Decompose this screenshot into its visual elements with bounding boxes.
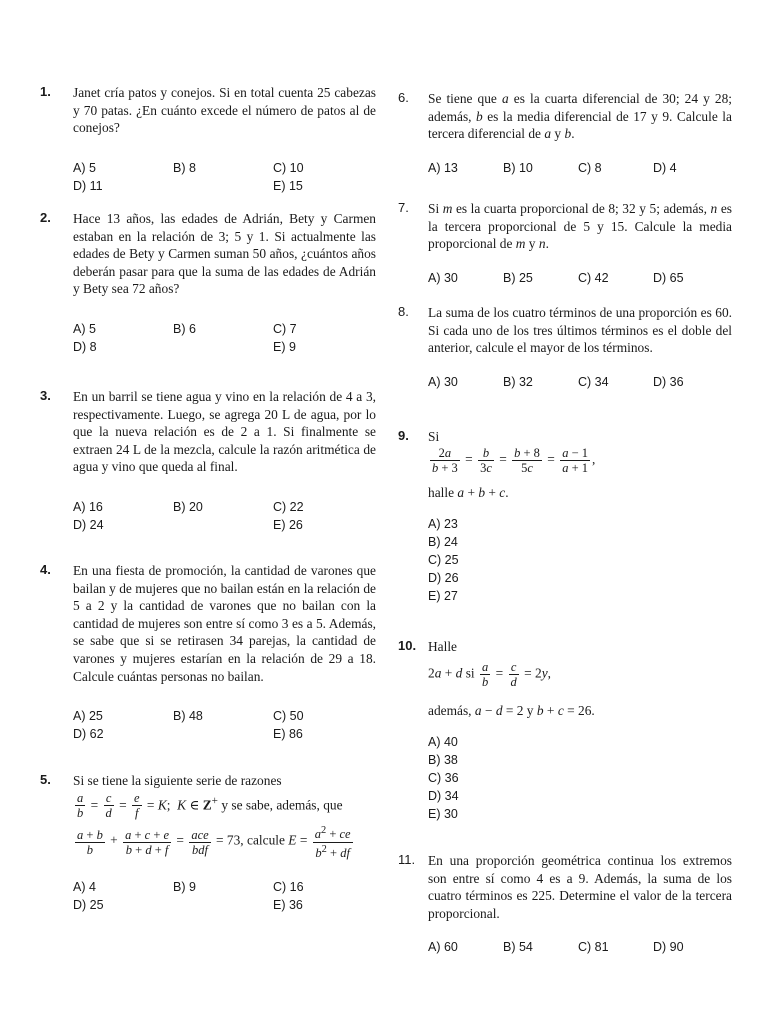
question-number: 4. (40, 562, 51, 577)
question-4 (40, 562, 376, 772)
option-d[interactable]: D) 4 (653, 160, 677, 175)
question-number: 7. (398, 200, 409, 215)
question-7 (398, 200, 732, 304)
question-9 (398, 428, 732, 638)
answer-options (73, 498, 376, 534)
question-11 (398, 852, 732, 956)
option-c[interactable]: C) 10 (273, 160, 304, 175)
sum-formula: $\frac{a + b}{b}$ + $\frac{a + c + e}{b + d + f}$ = $\frac{\text{ace}}{\text{bdf}}$ = 73, calcule E = $\frac{a^2 + ce}{b^2 + df}$ (77, 825, 351, 860)
left-column (40, 84, 376, 914)
find-expression: halle a + b + c. (428, 484, 509, 500)
option-d[interactable]: D) 25 (73, 897, 104, 912)
option-c[interactable]: C) 42 (578, 270, 609, 285)
question-number: 5. (40, 772, 51, 787)
option-a[interactable]: A) 30 (428, 374, 458, 389)
option-b[interactable]: B) 32 (503, 374, 533, 389)
question-1 (40, 84, 376, 210)
option-d[interactable]: D) 11 (73, 178, 103, 193)
option-c[interactable]: C) 25 (428, 552, 459, 567)
question-text: Janet cría patos y conejos. Si en total cuenta 25 cabezas y 70 patas. ¿En cuánto excede el número de patos al de conejos? (73, 85, 376, 136)
question-number: 10. (398, 638, 417, 653)
question-number: 11. (398, 852, 416, 867)
option-d[interactable]: D) 34 (428, 788, 459, 803)
answer-options (428, 269, 732, 287)
ratio-series-formula: $\frac{a}{b}$ = $\frac{c}{d}$ = $\frac{e}{f}$ = K; K ∈ Z+ y se sabe, además, que (77, 791, 343, 821)
option-b[interactable]: B) 6 (173, 321, 196, 336)
answer-options (428, 938, 732, 956)
question-text: Hace 13 años, las edades de Adrián, Bety y Carmen estaban en la relación de 3; 5 y 1. Si actualmente las edades de Bety y Carmen suman 50 años, ¿cuántos años deberán pasar para que la suma de las edades de Adrián y Bety sea 72 años? (73, 211, 376, 297)
answer-options (428, 373, 732, 391)
option-b[interactable]: B) 25 (503, 270, 533, 285)
option-d[interactable]: D) 26 (428, 570, 459, 585)
proportion-formula: $\frac{2a}{b + 3}$ = $\frac{b}{3c}$ = $\frac{b + 8}{5c}$ = $\frac{a - 1}{a + 1}$ , (432, 445, 596, 475)
option-c[interactable]: C) 81 (578, 940, 609, 955)
option-a[interactable]: A) 23 (428, 516, 458, 531)
option-a[interactable]: A) 16 (73, 499, 103, 514)
answer-options (428, 733, 732, 823)
option-a[interactable]: A) 30 (428, 270, 458, 285)
question-text: La suma de los cuatro términos de una proporción es 60. Si cada uno de los tres últimos términos es el doble del anterior, calcule el mayor de los términos. (428, 305, 732, 356)
option-e[interactable]: E) 27 (428, 588, 458, 603)
option-e[interactable]: E) 30 (428, 806, 458, 821)
question-6 (398, 90, 732, 200)
option-a[interactable]: A) 25 (73, 709, 103, 724)
option-b[interactable]: B) 24 (428, 534, 458, 549)
question-text: En una proporción geométrica continua los extremos son entre sí como 4 es a 9. Además, la suma de los cuatro términos es 225. Determine el valor de la tercera proporcional. (428, 853, 732, 921)
question-8 (398, 304, 732, 428)
option-a[interactable]: A) 5 (73, 160, 96, 175)
question-text: Si m es la cuarta proporcional de 8; 32 y 5; además, n es la tercera proporcional de 5 y 15. Calcule la media proporcional de m y n. (428, 201, 732, 252)
question-2 (40, 210, 376, 388)
option-b[interactable]: B) 38 (428, 752, 458, 767)
option-b[interactable]: B) 8 (173, 160, 196, 175)
option-b[interactable]: B) 54 (503, 940, 533, 955)
question-text: En un barril se tiene agua y vino en la relación de 4 a 3, respectivamente. Luego, se agrega 20 L de agua, por lo que la nueva relación es de 2 a 1. Si finalmente se extraen 24 L de la mezcla, calcule la razón aritmética de agua y vino que queda al final. (73, 389, 376, 475)
question-text-calc: calcule (247, 833, 285, 849)
condition-text: además, a − d = 2 y b + c = 26. (428, 702, 595, 718)
question-text: En una fiesta de promoción, la cantidad de varones que bailan y de mujeres que no bailan están en la relación de 5 a 2 y la cantidad de varones que no bailan con la cantidad de mujeres son entre sí como 3 es a 5. Además, se sabe que si se retirasen 34 parejas, la cantidad de varones y mujeres estarían en la relación de 29 a 18. Calcule cuántas personas no bailan. (73, 563, 376, 684)
option-c[interactable]: C) 16 (273, 879, 304, 894)
right-column (398, 90, 732, 956)
option-a[interactable]: A) 60 (428, 940, 458, 955)
option-c[interactable]: C) 7 (273, 321, 297, 336)
option-a[interactable]: A) 4 (73, 879, 96, 894)
answer-options (428, 159, 732, 177)
question-text: Si (428, 429, 440, 444)
option-b[interactable]: B) 10 (503, 160, 533, 175)
option-e[interactable]: E) 36 (273, 897, 303, 912)
option-c[interactable]: C) 50 (273, 709, 304, 724)
option-d[interactable]: D) 65 (653, 270, 684, 285)
question-number: 1. (40, 84, 51, 99)
question-number: 6. (398, 90, 409, 105)
option-b[interactable]: B) 48 (173, 709, 203, 724)
question-text: Halle (428, 639, 457, 654)
answer-options (428, 515, 732, 605)
question-text: Si se tiene la siguiente serie de razones (73, 773, 282, 788)
option-c[interactable]: C) 22 (273, 499, 304, 514)
halle-formula: 2a + d si $\frac{a}{b}$ = $\frac{c}{d}$ = 2y, (428, 659, 552, 689)
option-c[interactable]: C) 8 (578, 160, 602, 175)
question-number: 2. (40, 210, 51, 225)
option-d[interactable]: D) 62 (73, 727, 104, 742)
answer-options (73, 707, 376, 743)
answer-options (73, 320, 376, 356)
question-number: 8. (398, 304, 409, 319)
option-a[interactable]: A) 40 (428, 734, 458, 749)
question-text: Se tiene que a es la cuarta diferencial de 30; 24 y 28; además, b es la media diferencial de 17 y 9. Calcule la tercera diferencial de a y b. (428, 91, 732, 142)
option-d[interactable]: D) 24 (73, 517, 104, 532)
option-b[interactable]: B) 20 (173, 499, 203, 514)
question-text-cont: y se sabe, además, que (221, 797, 343, 813)
option-e[interactable]: E) 86 (273, 727, 303, 742)
option-d[interactable]: D) 90 (653, 940, 684, 955)
question-5 (40, 772, 376, 914)
question-3 (40, 388, 376, 562)
answer-options (73, 159, 376, 195)
answer-options (73, 878, 376, 914)
question-number: 3. (40, 388, 51, 403)
option-e[interactable]: E) 15 (273, 178, 303, 193)
option-a[interactable]: A) 13 (428, 160, 458, 175)
question-number: 9. (398, 428, 409, 443)
option-e[interactable]: E) 9 (273, 339, 296, 354)
option-d[interactable]: D) 8 (73, 339, 97, 354)
option-b[interactable]: B) 9 (173, 879, 196, 894)
option-e[interactable]: E) 26 (273, 517, 303, 532)
option-c[interactable]: C) 34 (578, 374, 609, 389)
option-a[interactable]: A) 5 (73, 321, 96, 336)
question-10 (398, 638, 732, 852)
option-c[interactable]: C) 36 (428, 770, 459, 785)
option-d[interactable]: D) 36 (653, 374, 684, 389)
